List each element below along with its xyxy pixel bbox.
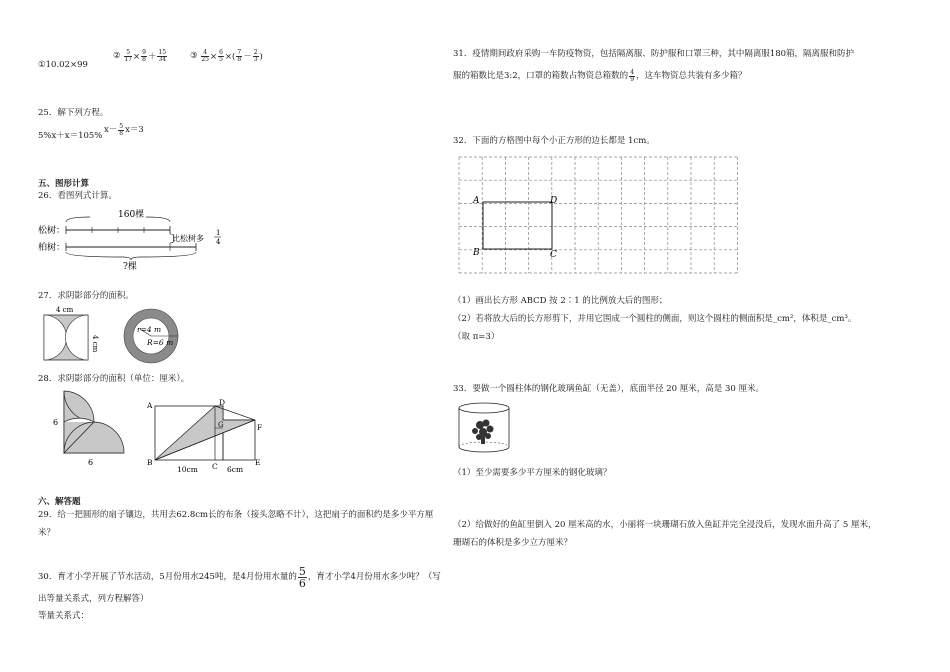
q28-label-F: F (257, 423, 263, 432)
q27-ring-figure (118, 305, 188, 367)
q28-length-1: 10cm (177, 465, 198, 474)
q26-line-diagram (38, 206, 238, 272)
fraction: $\frac{2}{3}$ (253, 49, 258, 63)
q32-grid-figure (459, 157, 779, 275)
q26-bottom-label: ?棵 (123, 262, 137, 272)
q31-text-a: 服的箱数比是3:2，口罩的箱数占物资总箱数的 (453, 71, 629, 81)
q30-text-a: 30．育才小学开展了节水活动，5月份用水245吨，是4月份用水量的 (38, 572, 297, 582)
fraction: $\frac{5}{6}$ (298, 565, 306, 590)
q32-part-3: （取 π=3） (453, 332, 500, 342)
q32-title: 32．下面的方格图中每个小正方形的边长都是 1cm。 (453, 136, 655, 146)
q33-part-2-line-1: （2）给做好的鱼缸里倒入 20 厘米高的水，小丽将一块珊瑚石放入鱼缸并完全浸没后，发现水面升高了 5 厘米， (453, 520, 877, 530)
section-6-heading: 六、解答题 (38, 497, 81, 507)
q28-label-A: A (147, 401, 153, 410)
fraction: $\frac{6}{5}$ (219, 49, 223, 63)
fraction: $\frac{15}{34}$ (158, 49, 167, 63)
q28-label-D: D (219, 398, 226, 407)
q25-title: 25．解下列方程。 (38, 108, 109, 118)
q32-label-C: C (550, 250, 557, 260)
q30-line-2: 出等量关系式，列方程解答） (38, 594, 149, 604)
q30-line-1 (38, 566, 441, 589)
q27-square-side-label: 4 cm (91, 335, 99, 353)
fraction: $\frac{9}{8}$ (142, 49, 146, 63)
q27-ring-R-label: R=6 m (147, 338, 174, 347)
q33-part-2-line-2: 珊瑚石的体积是多少立方厘米？ (453, 538, 573, 548)
q31-line-1: 31．疫情期间政府采购一车防疫物资，包括隔离服、防护服和口罩三种，其中隔离服180箱，隔离服和防护 (453, 49, 855, 59)
q28-length-2: 6cm (227, 465, 244, 474)
q27-title: 27．求阴影部分的面积。 (38, 291, 134, 301)
q31-line-2 (453, 70, 747, 83)
q28-figure-2 (147, 398, 269, 474)
q32-label-B: B (473, 248, 480, 258)
q28-label-C: C (212, 462, 218, 471)
fraction: $\frac{4}{25}$ (201, 49, 209, 63)
q29-line-2: 米？ (38, 528, 56, 538)
q24-item-2: ② $\frac{5}{17}$ × $\frac{9}{8}$ ＋ $\frac{15}{34}$ (113, 49, 167, 63)
fraction: $\frac{4}{9}$ (630, 69, 635, 83)
q26-pine-label: 松树： (38, 226, 66, 236)
q28-fig1-bottom-label: 6 (88, 458, 94, 467)
fraction: $\frac{5}{17}$ (124, 49, 132, 63)
q26-frac-num: 1 (216, 229, 221, 237)
q30-line-3: 等量关系式： (38, 611, 90, 621)
q24-item-3-label: ③ (190, 51, 198, 61)
q26-compare-label: 比松树多 (172, 234, 204, 243)
eq2-part: x＝3 (125, 125, 144, 135)
q33-fish-tank-figure (455, 399, 517, 457)
fraction: $\frac{7}{8}$ (237, 49, 242, 63)
q29-line-1: 29．给一把圆形的扇子镶边，共用去62.8cm长的布条（接头忽略不计），这把扇子的面积约是多少平方厘 (38, 510, 434, 520)
q28-fig1-side-label: 6 (53, 418, 59, 427)
q24-item-2-label: ② (113, 51, 121, 61)
grid-lines (459, 157, 737, 273)
q26-title: 26．看图列式计算。 (38, 191, 117, 201)
q28-label-B: B (147, 458, 153, 467)
q33-part-1: （1）至少需要多少平方厘米的钢化玻璃？ (453, 468, 612, 478)
q31-text-b: ，这车物资总共装有多少箱？ (636, 71, 747, 81)
q28-title: 28．求阴影部分的面积（单位：厘米）。 (38, 374, 190, 384)
q27-square-top-label: 4 cm (56, 306, 74, 314)
eq2-part: x－ (104, 125, 118, 135)
q24-item-1: ①10.02×99 (38, 60, 88, 70)
coral-icon (472, 420, 494, 445)
q28-figure-1 (50, 389, 132, 469)
q26-frac-den: 4 (216, 238, 221, 246)
q26-top-label: 160棵 (118, 210, 145, 220)
q32-part-2: （2）若将放大后的长方形剪下，并用它围成一个圆柱的侧面，则这个圆柱的侧面积是_cm²，体积是_cm³。 (453, 314, 857, 324)
q32-label-D: D (550, 196, 558, 206)
q24-item-3: ③ $\frac{4}{25}$ × $\frac{6}{5}$ ×( $\frac{7}{8}$ － $\frac{2}{3}$ ) (190, 49, 263, 63)
q32-label-A: A (473, 196, 480, 206)
q27-ring-r-label: r=4 m (137, 325, 162, 334)
fraction: $\frac{5}{8}$ (119, 123, 124, 137)
q28-label-E: E (255, 458, 261, 467)
q27-square-figure (42, 305, 104, 363)
section-5-heading: 五、图形计算 (38, 179, 90, 189)
q25-equation-2 (104, 124, 144, 137)
q33-title: 33．要做一个圆柱体的钢化玻璃鱼缸（无盖），底面半径 20 厘米，高是 30 厘米。 (453, 384, 765, 394)
q26-cypress-label: 柏树： (38, 243, 66, 253)
q25-equation-1: 5%x＋x＝105% (38, 131, 103, 141)
q28-label-G: G (218, 421, 224, 429)
q30-text-b: ，育才小学4月份用水多少吨？（写 (307, 572, 441, 582)
q32-part-1: （1）画出长方形 ABCD 按 2∶1 的比例放大后的图形； (453, 296, 668, 306)
